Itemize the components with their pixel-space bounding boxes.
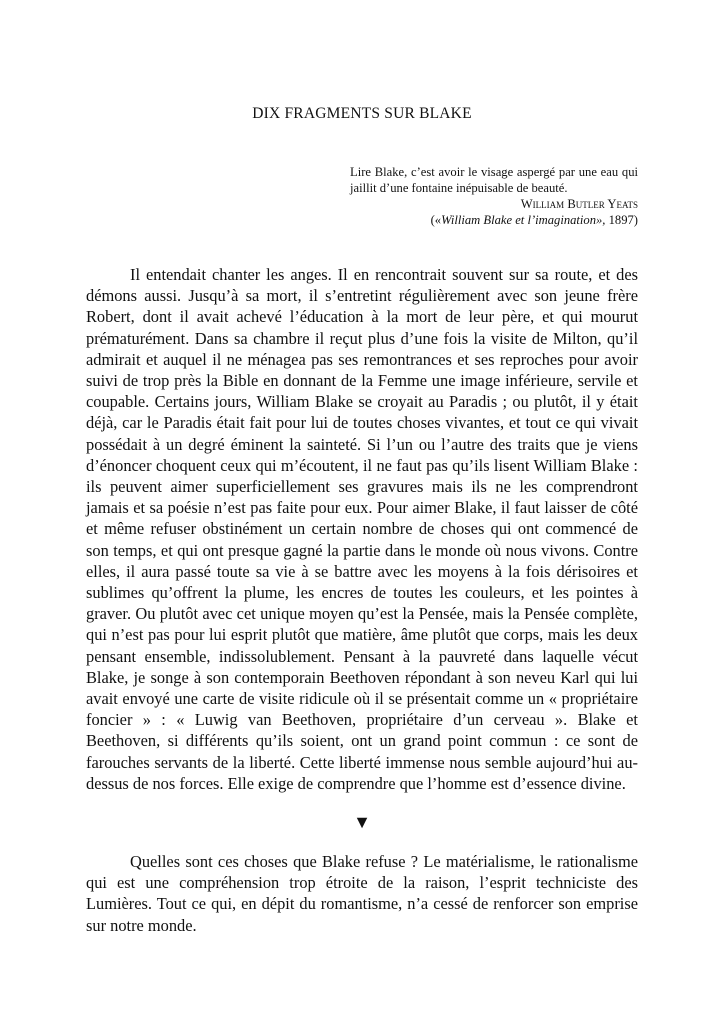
epigraph-source-title: William Blake et l’imagination»,: [441, 213, 606, 227]
epigraph-quote: Lire Blake, c’est avoir le visage aspergé par une eau qui jaillit d’une fontaine inépuisable de beauté.: [350, 165, 638, 195]
epigraph-author: William Butler Yeats: [520, 197, 638, 211]
body-paragraph-2: Quelles sont ces choses que Blake refuse ? Le matérialisme, le rationalisme qui est une compréhension trop étroite de la raison, l’esprit techniciste des Lumières. Tout ce qui, en dépit du romantisme, n’a cessé de renforcer son emprise sur notre monde.: [86, 852, 638, 935]
down-triangle-icon: ▼: [353, 812, 371, 832]
epigraph: [350, 164, 638, 228]
epigraph-source-open: («: [430, 213, 442, 227]
epigraph-source: [350, 212, 638, 228]
epigraph-source-year: 1897): [605, 213, 638, 227]
body-paragraph-1: Il entendait chanter les anges. Il en rencontrait souvent sur sa route, et des démons aussi. Jusqu’à sa mort, il s’entretint régulièrement avec son jeune frère Robert, dont il avait achevé l’éducation à la mort de leur père, et qui mourut prématurément. Dans sa chambre il reçut plus d’une fois la visite de Milton, qu’il admirait et auquel il ne ménagea pas ses remontrances et ses reproches pour avoir suivi de trop près la Bible en donnant de la Femme une image inférieure, servile et coupable. Certains jours, William Blake se croyait au Paradis ; ou plutôt, il y était déjà, car le Paradis était fait pour lui de toutes choses vivantes, et tout ce qui vivait possédait à un degré éminent la sainteté. Si l’un ou l’autre des traits que je viens d’énoncer choquent ceux qui m’écoutent, il ne faut pas qu’ils lisent William Blake : ils peuvent aimer superficiellement ses gravures mais ils ne les comprendront jamais et sa poésie n’est pas faite pour eux. Pour aimer Blake, il faut laisser de côté et même refuser obstinément un certain nombre de choses qui ont commencé de son temps, et qui ont presque gagné la partie dans le monde où nous vivons. Contre elles, il aura passé toute sa vie à se battre avec les moyens à la fois dérisoires et sublimes qu’offrent la plume, les encres de toutes les couleurs, et les pointes à graver. Ou plutôt avec cet unique moyen qu’est la Pensée, mais la Pensée complète, qui n’est pas pour lui esprit plutôt que matière, âme plutôt que corps, mais les deux pensant ensemble, indissolublement. Pensant à la pauvreté dans laquelle vécut Blake, je songe à son contemporain Beethoven répondant à son neveu Karl qui lui avait envoyé une carte de visite ridicule où il se présentait comme un « propriétaire foncier » : « Luwig van Beethoven, propriétaire d’un cerveau ». Blake et Beethoven, si différents qu’ils soient, ont un grand point commun : ce sont de farouches servants de la liberté. Cette liberté immense nous semble aujourd’hui au-dessus de nos forces. Elle exige de comprendre que l’homme est d’essence divine.: [86, 265, 638, 793]
page-title: DIX FRAGMENTS SUR BLAKE: [252, 105, 472, 122]
